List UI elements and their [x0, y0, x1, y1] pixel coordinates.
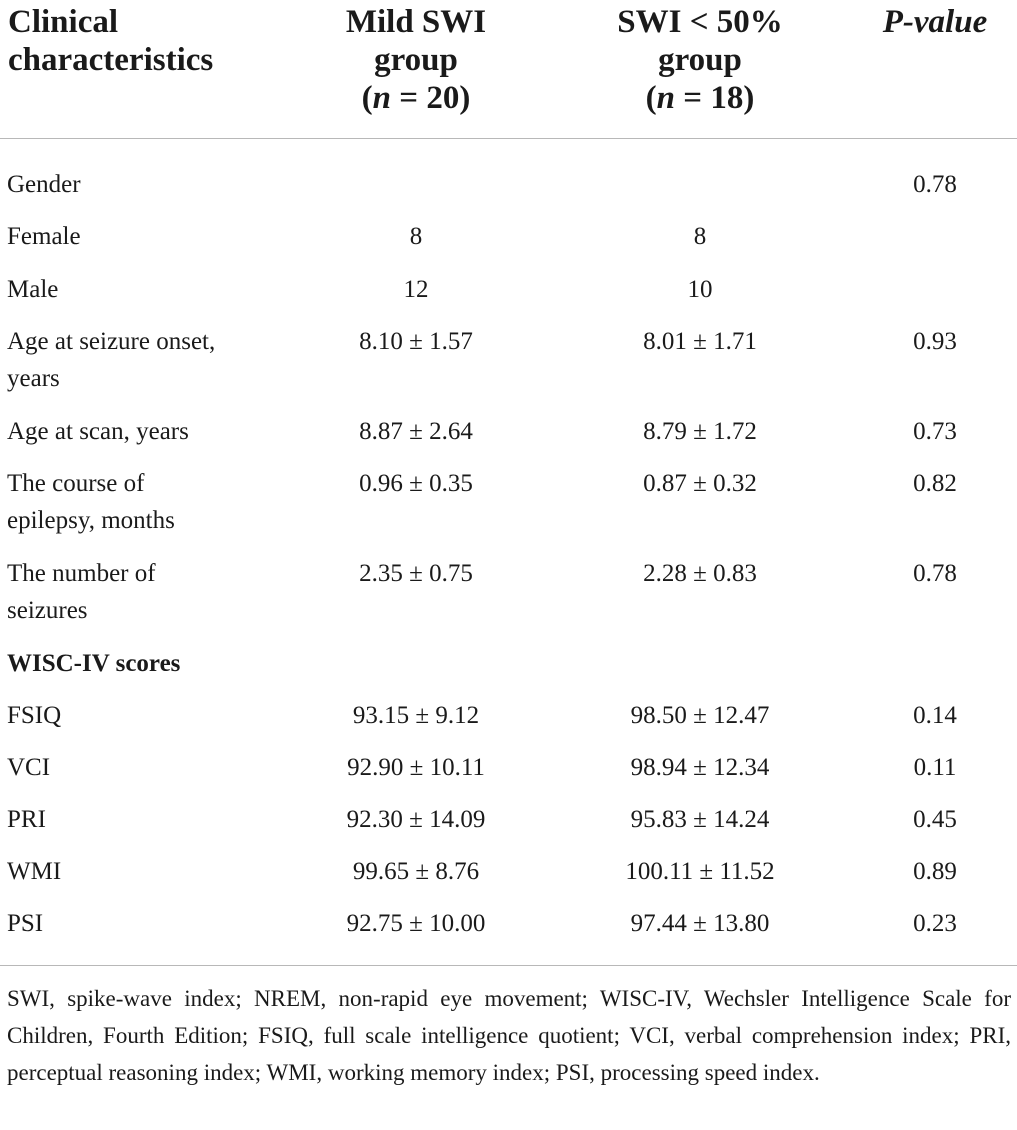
- cell-p-value: 0.23: [913, 910, 957, 937]
- row-label: [7, 853, 297, 890]
- cell-swi-under-50: 95.83 ± 14.24: [630, 806, 770, 833]
- cell-swi-under-50: 8.01 ± 1.71: [643, 328, 757, 355]
- header-mild-swi-group: [300, 3, 532, 117]
- cell-mild-swi: 8.87 ± 2.64: [359, 418, 473, 445]
- header-mild-line2: group: [374, 42, 458, 78]
- row-label-line: epilepsy, months: [7, 507, 175, 534]
- row-label-line: PRI: [7, 806, 46, 833]
- row-label: [7, 166, 297, 203]
- row-label-line: WMI: [7, 858, 62, 885]
- cell-p-value: 0.78: [913, 171, 957, 198]
- header-mild-n: (n = 20): [361, 80, 471, 116]
- cell-swi-under-50: 2.28 ± 0.83: [643, 560, 757, 587]
- cell-mild-swi: 2.35 ± 0.75: [359, 560, 473, 587]
- header-swi50-n: (n = 18): [645, 80, 755, 116]
- header-mild-line1: Mild SWI: [345, 4, 487, 40]
- cell-swi-under-50: 100.11 ± 11.52: [625, 858, 775, 885]
- row-label: [7, 413, 297, 450]
- cell-mild-swi: 92.75 ± 10.00: [346, 910, 486, 937]
- cell-swi-under-50: 8: [693, 223, 707, 250]
- cell-mild-swi: 0.96 ± 0.35: [359, 470, 473, 497]
- row-label-line: Gender: [7, 171, 81, 198]
- row-label: [7, 271, 297, 308]
- row-label-line: WISC-IV scores: [7, 650, 181, 677]
- row-label-line: VCI: [7, 754, 51, 781]
- row-label-line: FSIQ: [7, 702, 62, 729]
- cell-p-value: 0.11: [913, 754, 957, 781]
- row-label: [7, 801, 297, 838]
- row-label-line: The course of: [7, 470, 145, 497]
- cell-p-value: 0.45: [913, 806, 957, 833]
- cell-mild-swi: 93.15 ± 9.12: [352, 702, 480, 729]
- cell-p-value: 0.82: [913, 470, 957, 497]
- row-label: [7, 555, 297, 629]
- cell-swi-under-50: 0.87 ± 0.32: [643, 470, 757, 497]
- row-label: [7, 465, 297, 539]
- row-label-line: years: [7, 365, 60, 392]
- row-label-line: seizures: [7, 597, 88, 624]
- row-label: [7, 749, 297, 786]
- header-swi-under-50-group: [580, 3, 820, 117]
- row-label-line: Age at seizure onset,: [7, 328, 216, 355]
- row-label: [7, 645, 297, 682]
- header-p-value: P-value: [882, 4, 988, 40]
- cell-p-value: 0.14: [913, 702, 957, 729]
- row-label-line: PSI: [7, 910, 44, 937]
- cell-mild-swi: 92.30 ± 14.09: [346, 806, 486, 833]
- row-label: [7, 323, 297, 397]
- row-label-line: Male: [7, 276, 59, 303]
- row-label: [7, 697, 297, 734]
- header-swi50-line2: group: [658, 42, 742, 78]
- row-label-line: The number of: [7, 560, 156, 587]
- header-char-line1: Clinical: [8, 4, 119, 40]
- row-label: [7, 218, 297, 255]
- cell-mild-swi: 12: [403, 276, 429, 303]
- cell-mild-swi: 8: [409, 223, 423, 250]
- row-label: [7, 905, 297, 942]
- header-swi50-line1: SWI < 50%: [617, 4, 783, 40]
- header-char-line2: characteristics: [8, 42, 214, 78]
- cell-p-value: 0.73: [913, 418, 957, 445]
- cell-swi-under-50: 10: [687, 276, 713, 303]
- cell-mild-swi: 99.65 ± 8.76: [352, 858, 480, 885]
- table-header: [0, 0, 1017, 138]
- cell-swi-under-50: 97.44 ± 13.80: [630, 910, 770, 937]
- cell-mild-swi: 92.90 ± 10.11: [347, 754, 485, 781]
- cell-swi-under-50: 98.50 ± 12.47: [630, 702, 770, 729]
- cell-swi-under-50: 8.79 ± 1.72: [643, 418, 757, 445]
- cell-p-value: 0.89: [913, 858, 957, 885]
- header-divider: [0, 138, 1017, 139]
- cell-mild-swi: 8.10 ± 1.57: [359, 328, 473, 355]
- cell-p-value: 0.78: [913, 560, 957, 587]
- header-clinical-characteristics: [8, 3, 308, 79]
- row-label-line: Age at scan, years: [7, 418, 189, 445]
- footer-divider: [0, 965, 1017, 966]
- row-label-line: Female: [7, 223, 81, 250]
- cell-swi-under-50: 98.94 ± 12.34: [630, 754, 770, 781]
- table-footnote: SWI, spike-wave index; NREM, non-rapid eye movement; WISC-IV, Wechsler Intelligence Scale for Children, Fourth Edition; FSIQ, full scale intelligence quotient; VCI, verbal comprehension index; PRI, perceptual reasoning index; WMI, working memory index; PSI, processing speed index.: [7, 986, 1011, 1085]
- cell-p-value: 0.93: [913, 328, 957, 355]
